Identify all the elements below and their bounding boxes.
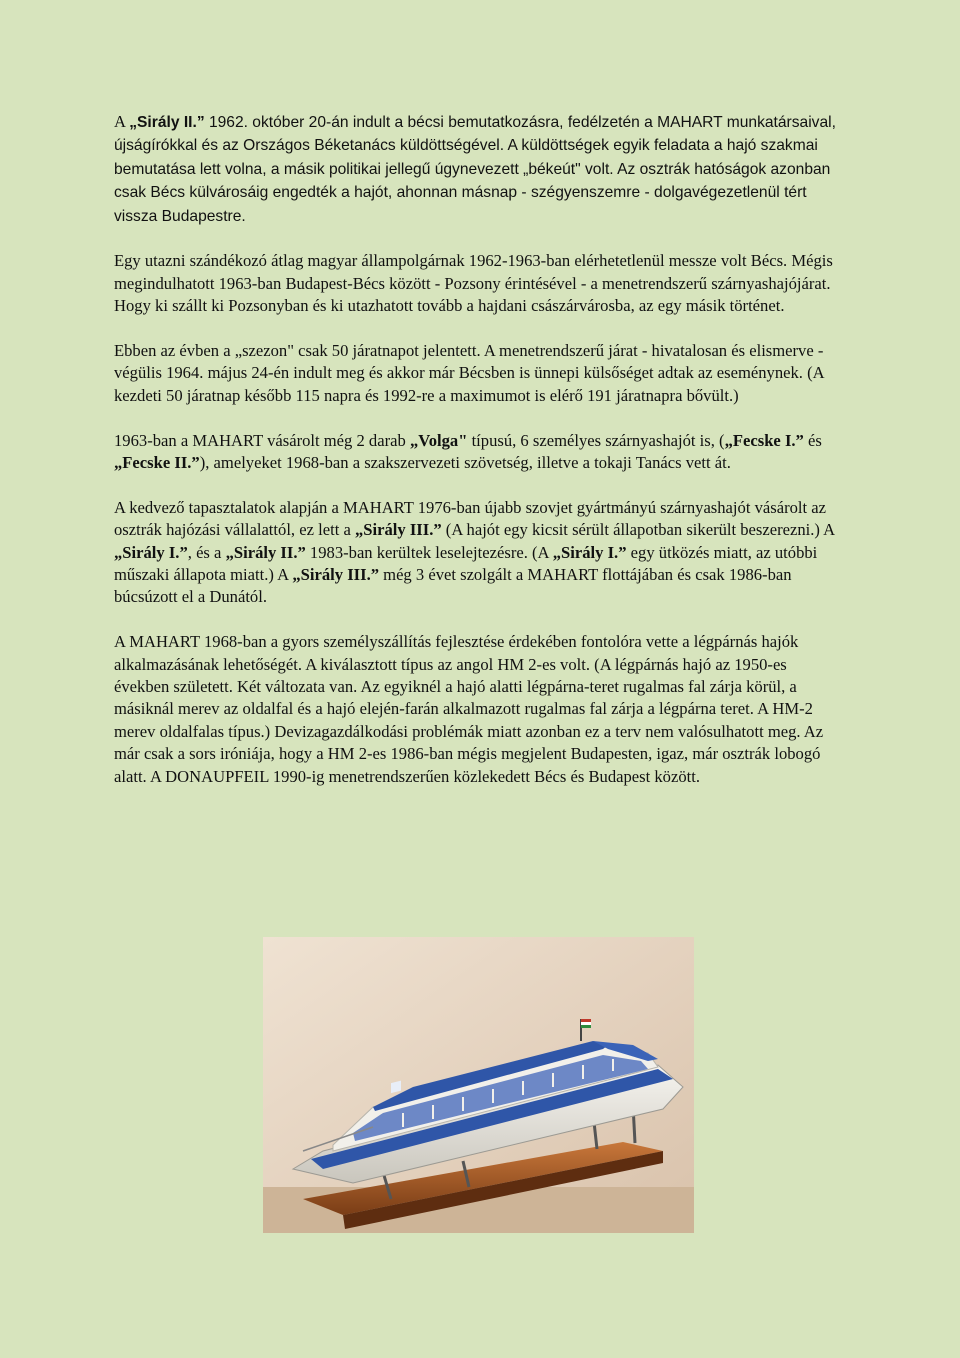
text-segment: A MAHART 1968-ban a gyors személyszállítás fejlesztése érdekében fontolóra vette a légpárnás hajók alkalmazásának lehetőségét. A kiválasztott típus az angol HM 2-es volt. (A légpárnás hajó az 1950-es években született. Két változata van. Az egyiknél a hajó alatti légpárna-teret rugalmas fal zárja körül, a másiknál merev az oldalfal és a hajó elején-farán alkalmazott rugalmas fal zárja a légpárna teret. A HM-2 merev oldalfalas típus.) Devizagazdálkodási problémák miatt azonban ez a terv nem valósulhatott meg. Az már csak a sors iróniája, hogy a HM 2-es 1986-ban mégis megjelent Budapesten, igaz, már osztrák lobogó alatt. A DONAUPFEIL 1990-ig menetrendszerűen közlekedett Bécs és Budapest között. <box>114 632 824 786</box>
bold-text: „Fecske II.” <box>114 453 200 473</box>
bold-text: „Fecske I.” <box>724 430 804 450</box>
bold-text: „Sirály III.” <box>292 565 380 585</box>
text-segment: 1963-ban a MAHART vásárolt még 2 darab <box>114 430 410 450</box>
paragraph-p5 <box>114 497 844 609</box>
text-segment: még 3 évet szolgált a MAHART flottájában és csak 1986-ban búcsúzott el a Dunától. <box>114 565 792 607</box>
paragraph-p3 <box>114 340 844 407</box>
text-segment: Ebben az évben a „szezon" csak 50 járatnapot jelentett. A menetrendszerű járat - hivatalosan és elismerve - végülis 1964. május 24-én indult meg és akkor már Bécsben is ünnepi külsőséget adtak az eseménynek. (A kezdeti 50 járatnap később 115 napra és 1992-re a maximumot is elérő 191 járatnapra bővült.) <box>114 341 824 405</box>
text-segment: típusú, 6 személyes szárnyashajót is, ( <box>467 430 725 450</box>
text-segment: Az osztrák hatóságok azonban csak Bécs külvárosáig engedték a hajót, ahonnan másnap - szégyenszemre - dolgavégezetlenül tért vissza Budapestre. <box>114 160 831 225</box>
text-segment: ), amelyeket 1968-ban a szakszervezeti szövetség, illetve a tokaji Tanács vett át. <box>199 453 731 473</box>
text-segment: 1962. október 20-án indult a bécsi bemutatkozásra, fedélzetén a MAHART munkatársaival, újságírókkal és az Országos Béketanács küldöttségével. A küldöttségek egyik feladata a hajó szakmai bemutatása lett volna, a másik politikai jellegű úgynevezett „békeút" volt. <box>114 114 836 178</box>
text-segment: (A hajót egy kicsit sérült állapotban sikerült beszerezni.) A <box>441 520 835 540</box>
hydrofoil-model-photo <box>263 937 694 1233</box>
text-segment: egy ütközés miatt, az utóbbi műszaki állapota miatt.) A <box>114 542 818 585</box>
bold-text: „Sirály III.” <box>354 520 442 540</box>
paragraph-p1 <box>114 111 844 228</box>
hydrofoil-model-icon <box>263 937 694 1233</box>
text-segment: 1983-ban kerültek leselejtezésre. (A <box>305 542 553 562</box>
paragraph-p6 <box>114 631 844 788</box>
article-text <box>114 111 844 811</box>
text-segment: Egy utazni szándékozó átlag magyar állampolgárnak 1962-1963-ban elérhetetlenül messze volt Bécs. Mégis megindulhatott 1963-ban Budapest-Bécs között - Pozsony érintésével - a menetrendszerű szárnyashajójárat. Hogy ki szállt ki Pozsonyban és ki utazhatott tovább a hajdani császárvárosba, az egy másik történet. <box>114 251 833 316</box>
bold-text: „Volga" <box>409 430 468 450</box>
paragraph-p4 <box>114 430 844 475</box>
bold-text: „Sirály II.” <box>129 114 205 131</box>
text-segment: és <box>803 430 822 450</box>
paragraph-p2 <box>114 250 844 317</box>
text-segment: , és a <box>187 542 226 562</box>
bold-text: „Sirály I.” <box>114 542 188 562</box>
bold-text: „Sirály I.” <box>552 542 627 562</box>
bold-text: „Sirály II.” <box>225 542 306 562</box>
text-segment: A kedvező tapasztalatok alapján a MAHART 1976-ban újabb szovjet gyártmányú szárnyashajót vásárolt az osztrák hajózási vállalattól, ez lett a <box>114 497 826 540</box>
text-segment: A <box>114 112 130 131</box>
